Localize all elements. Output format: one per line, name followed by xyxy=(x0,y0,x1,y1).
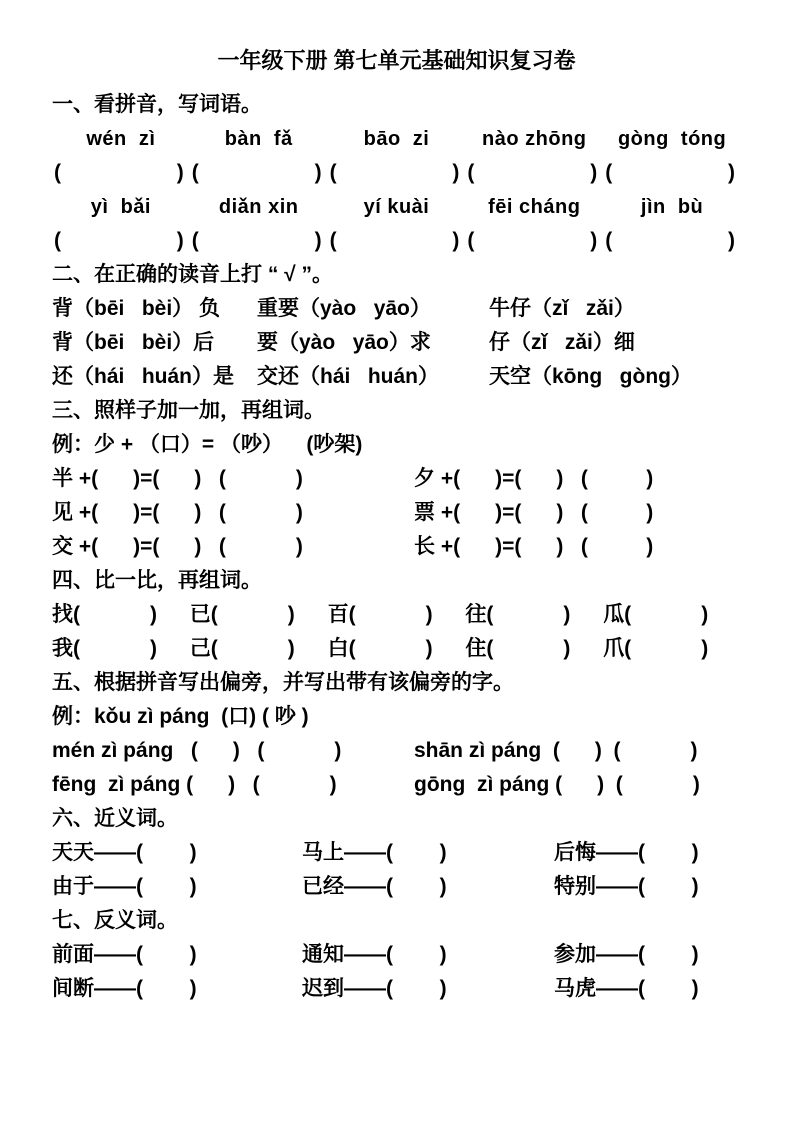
line-segment: 天空（kōng gòng） xyxy=(489,365,692,388)
section-2-heading: 二、在正确的读音上打 “ √ ”。 xyxy=(52,263,334,286)
line-segment: 背（bēi bèi）后 xyxy=(52,331,215,354)
line-segment: 夕 +( )=( ) ( ) xyxy=(414,467,654,490)
line-segment: 已( ) xyxy=(189,603,295,626)
paren-open-glyph: ( xyxy=(191,161,199,184)
pinyin-row-2 xyxy=(52,190,741,224)
line-segment: 后悔——( ) xyxy=(554,841,699,864)
section-1-heading: 一、看拼音，写词语。 xyxy=(52,93,262,116)
answer-blank xyxy=(465,224,603,258)
line-segment: 特别——( ) xyxy=(554,875,699,898)
line-segment: 往( ) xyxy=(465,603,571,626)
line-segment: gōng zì páng ( ) ( ) xyxy=(414,773,700,796)
line-segment: 迟到——( ) xyxy=(302,977,447,1000)
paren-close-glyph: ) xyxy=(452,229,460,252)
worksheet-line xyxy=(52,598,741,632)
answer-blank xyxy=(328,224,466,258)
paren-close-glyph: ) xyxy=(176,161,184,184)
section-4-heading: 四、比一比，再组词。 xyxy=(52,569,262,592)
section-7-heading: 七、反义词。 xyxy=(52,909,178,932)
answer-blank xyxy=(603,224,741,258)
paren-close-glyph: ) xyxy=(176,229,184,252)
pinyin-word: diǎn xin xyxy=(218,196,299,218)
worksheet-line xyxy=(52,632,741,666)
pinyin-word: bāo zi xyxy=(363,128,430,150)
worksheet-line xyxy=(52,734,741,768)
line-segment: 找( ) xyxy=(52,603,157,626)
line-segment: 交 +( )=( ) ( ) xyxy=(52,535,303,558)
line-segment: mén zì páng ( ) ( ) xyxy=(52,739,342,762)
line-segment: 马上——( ) xyxy=(302,841,447,864)
worksheet-line xyxy=(52,836,741,870)
line-segment: 天天——( ) xyxy=(52,841,197,864)
pinyin-word: gòng tóng xyxy=(617,128,727,150)
line-segment: 参加——( ) xyxy=(554,943,699,966)
worksheet-line xyxy=(52,360,741,394)
line-segment: 半 +( )=( ) ( ) xyxy=(52,467,303,490)
worksheet-line xyxy=(52,462,741,496)
line-segment: 通知——( ) xyxy=(302,943,447,966)
answer-blank xyxy=(465,156,603,190)
line-segment: 爪( ) xyxy=(603,637,709,660)
line-segment: 住( ) xyxy=(465,637,571,660)
section-3-heading: 三、照样子加一加，再组词。 xyxy=(52,399,325,422)
pinyin-word: nào zhōng xyxy=(482,128,587,150)
worksheet-line xyxy=(52,938,741,972)
pinyin-word: wén zì xyxy=(86,128,156,150)
line-segment: 我( ) xyxy=(52,637,157,660)
worksheet-line xyxy=(52,870,741,904)
paren-open-glyph: ( xyxy=(605,229,613,252)
paren-close-glyph: ) xyxy=(314,161,322,184)
answer-blank xyxy=(190,156,328,190)
paren-close-glyph: ) xyxy=(590,161,598,184)
pinyin-row-1 xyxy=(52,122,741,156)
paren-close-glyph: ) xyxy=(590,229,598,252)
pinyin-word: fēi cháng xyxy=(488,196,581,218)
line-segment: 牛仔（zǐ zǎi） xyxy=(489,297,635,320)
paren-open-glyph: ( xyxy=(467,161,475,184)
section-6-heading: 六、近义词。 xyxy=(52,807,178,830)
line-segment: 前面——( ) xyxy=(52,943,197,966)
line-segment: shān zì páng ( ) ( ) xyxy=(414,739,698,762)
pinyin-word: yì bǎi xyxy=(90,196,151,218)
paren-open-glyph: ( xyxy=(191,229,199,252)
example-line: 例：kǒu zì páng (口) ( 吵 ) xyxy=(52,705,309,728)
line-segment: 票 +( )=( ) ( ) xyxy=(414,501,654,524)
section-5-heading: 五、根据拼音写出偏旁，并写出带有该偏旁的字。 xyxy=(52,671,514,694)
line-segment: 百( ) xyxy=(327,603,433,626)
example-line: 例：少 + （口）= （吵） (吵架) xyxy=(52,433,363,456)
line-segment: 白( ) xyxy=(327,637,433,660)
pinyin-word: jìn bù xyxy=(640,196,704,218)
line-segment: 重要（yào yāo） xyxy=(257,297,431,320)
line-segment: 瓜( ) xyxy=(603,603,709,626)
paren-open-glyph: ( xyxy=(467,229,475,252)
worksheet-line xyxy=(52,972,741,1006)
worksheet-line xyxy=(52,292,741,326)
page-title: 一年级下册 第七单元基础知识复习卷 xyxy=(217,48,576,73)
pinyin-word: yí kuài xyxy=(363,196,430,218)
paren-open-glyph: ( xyxy=(54,229,61,252)
line-segment: 仔（zǐ zǎi）细 xyxy=(489,331,635,354)
worksheet-line xyxy=(52,768,741,802)
line-segment: 交还（hái huán） xyxy=(257,365,440,388)
line-segment: 还（hái huán）是 xyxy=(52,365,235,388)
pinyin-word: bàn fǎ xyxy=(224,128,293,150)
paren-close-glyph: ) xyxy=(727,229,735,252)
line-segment: fēng zì páng ( ) ( ) xyxy=(52,773,337,796)
answer-blank xyxy=(328,156,466,190)
paren-close-glyph: ) xyxy=(314,229,322,252)
line-segment: 见 +( )=( ) ( ) xyxy=(52,501,303,524)
paren-close-glyph: ) xyxy=(727,161,735,184)
answer-blank-row-2 xyxy=(52,224,741,258)
worksheet-line xyxy=(52,530,741,564)
line-segment: 要（yào yāo）求 xyxy=(257,331,431,354)
paren-open-glyph: ( xyxy=(54,161,61,184)
line-segment: 己( ) xyxy=(189,637,295,660)
line-segment: 已经——( ) xyxy=(302,875,447,898)
line-segment: 间断——( ) xyxy=(52,977,197,1000)
worksheet-line xyxy=(52,326,741,360)
line-segment: 背（bēi bèi） 负 xyxy=(52,297,221,320)
worksheet-line xyxy=(52,496,741,530)
answer-blank-row-1 xyxy=(52,156,741,190)
paren-open-glyph: ( xyxy=(605,161,613,184)
paren-open-glyph: ( xyxy=(329,161,337,184)
answer-blank xyxy=(603,156,741,190)
line-segment: 长 +( )=( ) ( ) xyxy=(414,535,654,558)
line-segment: 由于——( ) xyxy=(52,875,197,898)
line-segment: 马虎——( ) xyxy=(554,977,699,1000)
answer-blank xyxy=(52,224,190,258)
answer-blank xyxy=(52,156,190,190)
paren-close-glyph: ) xyxy=(452,161,460,184)
paren-open-glyph: ( xyxy=(329,229,337,252)
answer-blank xyxy=(190,224,328,258)
